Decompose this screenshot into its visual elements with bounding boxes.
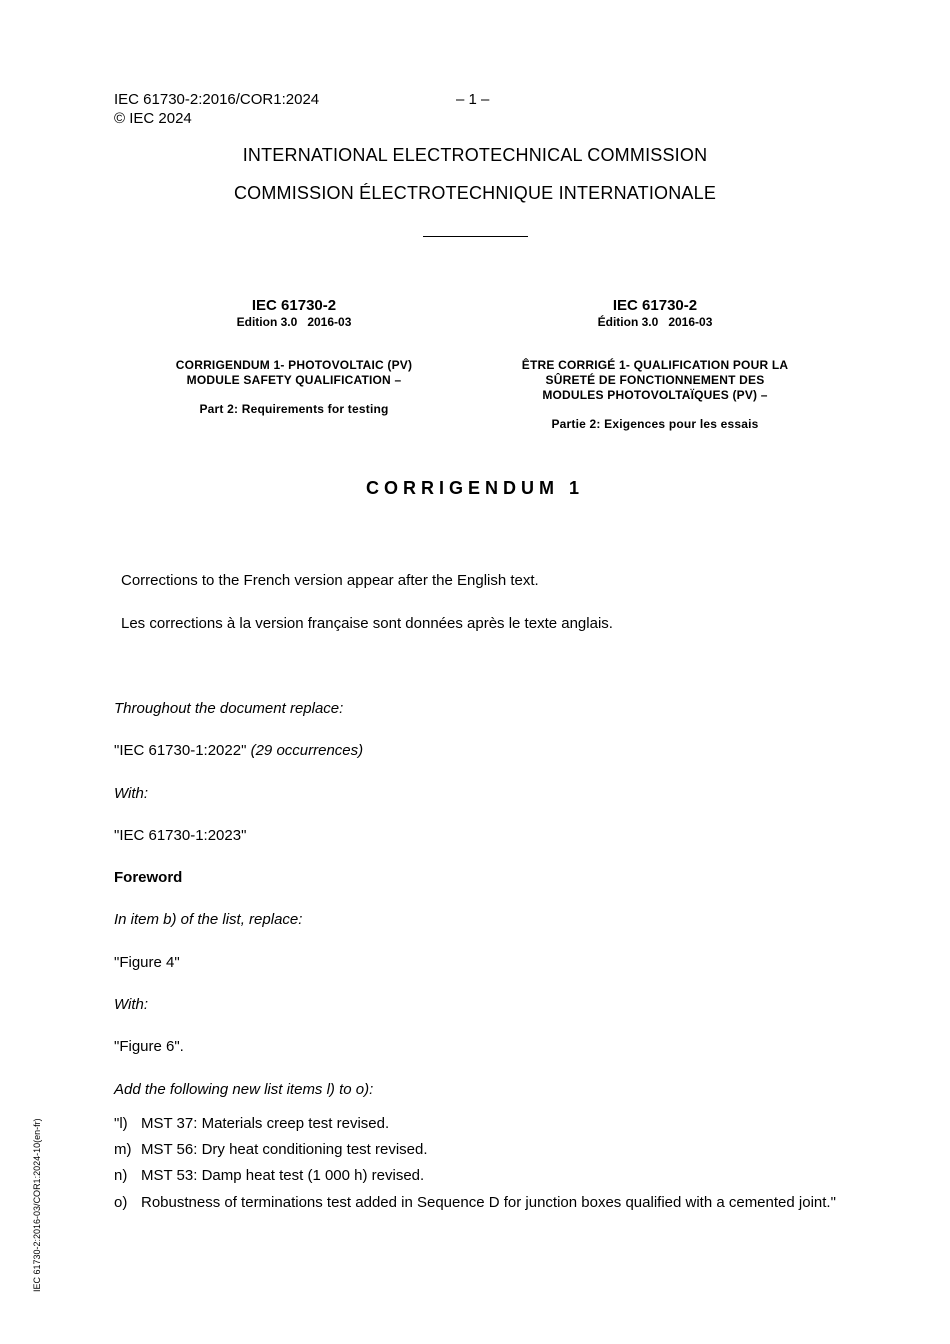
instruction-item-b: In item b) of the list, replace: bbox=[114, 911, 303, 928]
list-item-marker: "l) bbox=[114, 1115, 128, 1132]
list-item: MST 56: Dry heat conditioning test revised. bbox=[141, 1141, 428, 1158]
edition-line bbox=[144, 315, 444, 330]
title-line: CORRIGENDUM 1- PHOTOVOLTAIC (PV) bbox=[175, 358, 413, 372]
occurrences-note: (29 occurrences) bbox=[250, 742, 364, 759]
part-title: Partie 2: Exigences pour les essais bbox=[551, 417, 759, 431]
list-item: MST 37: Materials creep test revised. bbox=[141, 1115, 390, 1132]
old-reference-text: "IEC 61730-1:2022" bbox=[114, 742, 247, 759]
part-title: Part 2: Requirements for testing bbox=[199, 402, 389, 416]
edition-label: Edition 3.0 bbox=[236, 315, 298, 329]
corrigendum-heading: CORRIGENDUM 1 bbox=[365, 478, 584, 498]
edition-line bbox=[500, 315, 810, 330]
foreword-heading: Foreword bbox=[114, 869, 183, 886]
list-item-marker: m) bbox=[114, 1141, 132, 1158]
with-label: With: bbox=[114, 785, 149, 802]
edition-date: 2016-03 bbox=[668, 315, 713, 329]
side-document-code: IEC 61730-2:2016-03/COR1:2024-10(en-fr) bbox=[32, 1118, 42, 1292]
header-reference: IEC 61730-2:2016/COR1:2024 bbox=[114, 91, 320, 108]
new-reference: "IEC 61730-1:2023" bbox=[114, 827, 247, 844]
document-title bbox=[144, 358, 444, 388]
list-item: Robustness of terminations test added in Sequence D for junction boxes qualified with a cemented joint." bbox=[141, 1194, 836, 1211]
standard-number: IEC 61730-2 bbox=[251, 297, 337, 314]
old-figure: "Figure 4" bbox=[114, 954, 180, 971]
title-line: MODULES PHOTOVOLTAÏQUES (PV) – bbox=[542, 388, 768, 402]
page-number: – 1 – bbox=[456, 91, 490, 108]
french-title-block bbox=[500, 297, 810, 432]
document-title bbox=[500, 358, 810, 403]
list-item: MST 53: Damp heat test (1 000 h) revised. bbox=[141, 1167, 425, 1184]
intro-french: Les corrections à la version française sont données après le texte anglais. bbox=[121, 615, 613, 632]
instruction-throughout: Throughout the document replace: bbox=[114, 700, 344, 717]
header-copyright: © IEC 2024 bbox=[114, 110, 192, 127]
edition-date: 2016-03 bbox=[307, 315, 352, 329]
title-line: ÊTRE CORRIGÉ 1- QUALIFICATION POUR LA bbox=[521, 358, 789, 372]
list-item-marker: o) bbox=[114, 1194, 128, 1211]
organization-name-english: INTERNATIONAL ELECTROTECHNICAL COMMISSION bbox=[242, 145, 708, 165]
list-item-marker: n) bbox=[114, 1167, 128, 1184]
new-figure: "Figure 6". bbox=[114, 1038, 184, 1055]
edition-label: Édition 3.0 bbox=[597, 315, 659, 329]
intro-english: Corrections to the French version appear after the English text. bbox=[121, 572, 539, 589]
instruction-add-items: Add the following new list items l) to o): bbox=[114, 1081, 374, 1098]
with-label: With: bbox=[114, 996, 149, 1013]
standard-number: IEC 61730-2 bbox=[612, 297, 698, 314]
separator-rule bbox=[423, 236, 528, 237]
english-title-block bbox=[144, 297, 444, 417]
title-line: SÛRETÉ DE FONCTIONNEMENT DES bbox=[545, 373, 765, 387]
old-reference bbox=[114, 742, 363, 760]
title-line: MODULE SAFETY QUALIFICATION – bbox=[186, 373, 402, 387]
organization-name-french: COMMISSION ÉLECTROTECHNIQUE INTERNATIONALE bbox=[233, 183, 717, 203]
